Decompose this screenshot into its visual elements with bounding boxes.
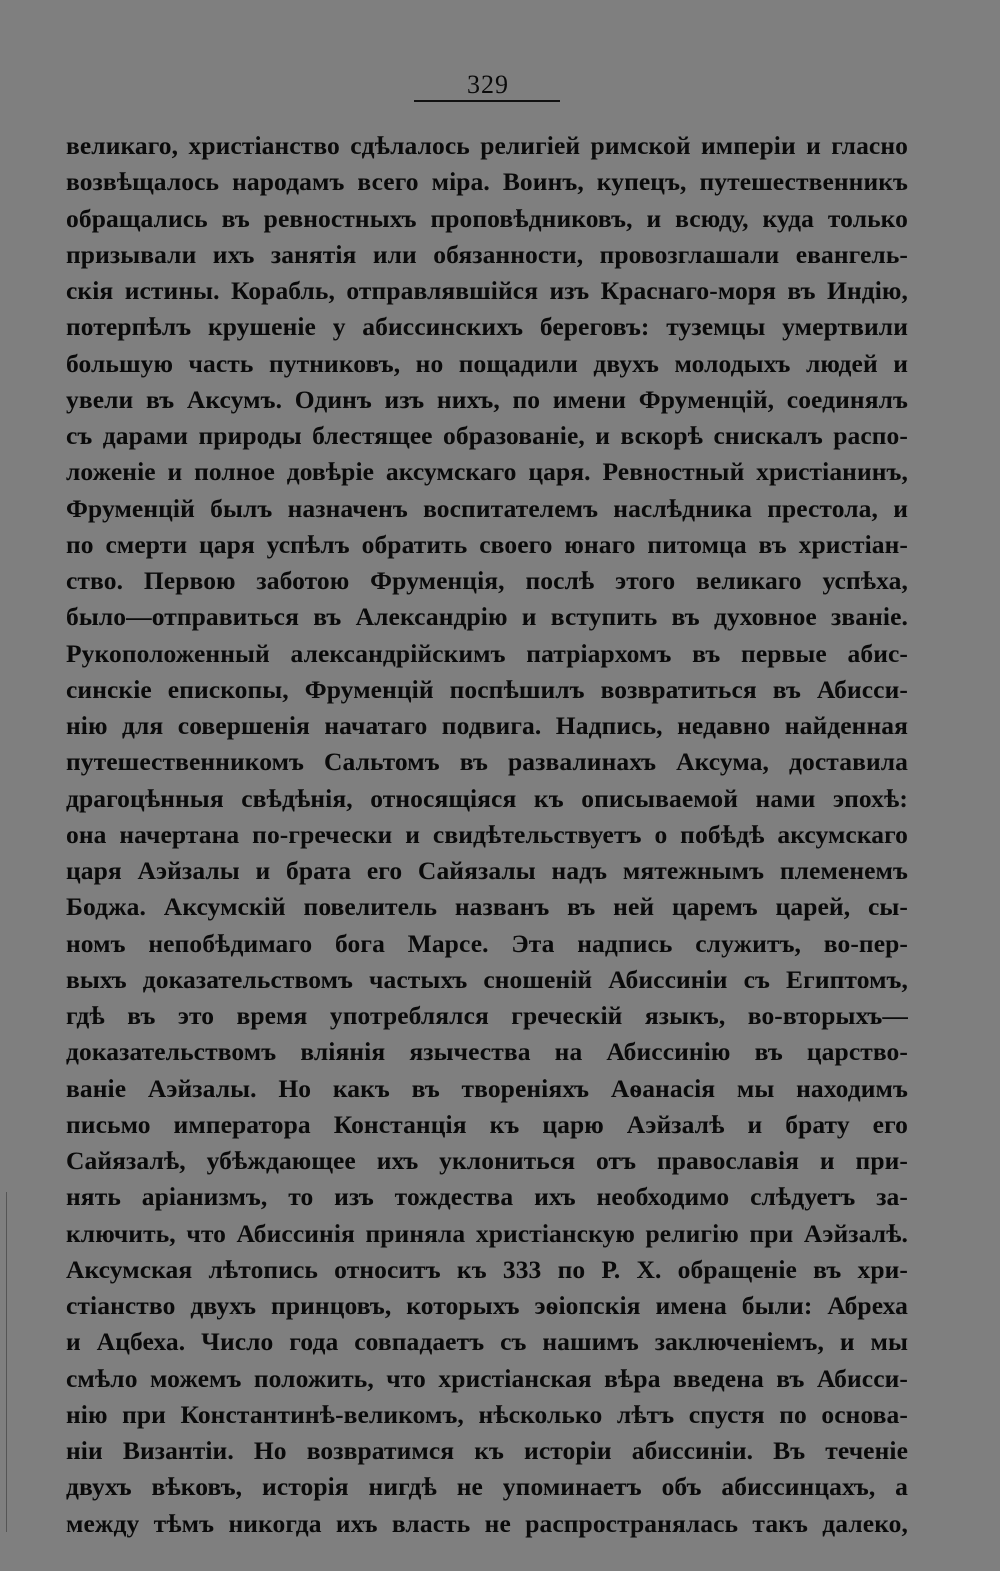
text-line: обращались въ ревностныхъ проповѣдниковъ, и всюду, куда только — [66, 203, 908, 233]
text-line: увели въ Аксумъ. Одинъ изъ нихъ, по имени Фруменцій, соединялъ — [66, 384, 908, 414]
page-number: 329 — [467, 70, 509, 99]
text-line: ніи Византіи. Но возвратимся къ исторіи абиссиніи. Въ теченіе — [66, 1436, 908, 1465]
text-line: письмо императора Констанція къ царю Аэйзалѣ и брату его — [66, 1109, 908, 1139]
text-line: Аксумская лѣтопись относитъ къ 333 по Р. Х. обращеніе въ хри- — [66, 1254, 908, 1284]
text-line: ложеніе и полное довѣріе аксумскаго царя. Ревностный христіанинъ, — [66, 457, 908, 487]
text-line: смѣло можемъ положить, что христіанская вѣра введена въ Абисси- — [66, 1363, 908, 1393]
text-line: и Ацбеха. Число года совпадаетъ съ нашимъ заключеніемъ, и мы — [66, 1327, 908, 1357]
margin-line — [6, 1192, 7, 1532]
text-line: ство. Первою заботою Фруменція, послѣ этого великаго успѣха, — [66, 566, 908, 595]
text-line: Фруменцій былъ назначенъ воспитателемъ наслѣдника престола, и — [66, 493, 908, 523]
text-line: стіанство двухъ принцовъ, которыхъ эѳіопскія имена были: Абреха — [66, 1291, 908, 1320]
text-line: царя Аэйзалы и брата его Сайязалы надъ мятежнымъ племенемъ — [66, 856, 908, 885]
text-line: нію при Константинѣ-великомъ, нѣсколько лѣтъ спустя по основа- — [66, 1399, 908, 1429]
text-line: потерпѣлъ крушеніе у абиссинскихъ береговъ: туземцы умертвили — [66, 312, 908, 342]
text-line: двухъ вѣковъ, исторія нигдѣ не упоминаетъ объ абиссинцахъ, а — [66, 1472, 908, 1502]
body-text — [66, 128, 908, 1542]
text-line: путешественникомъ Сальтомъ въ развалинахъ Аксума, доставила — [66, 747, 908, 777]
text-line: по смерти царя успѣлъ обратить своего юнаго питомца въ христіан- — [66, 529, 908, 559]
text-line: возвѣщалось народамъ всего міра. Воинъ, купецъ, путешественникъ — [66, 167, 908, 197]
text-line: призывали ихъ занятія или обязанности, провозглашали евангель- — [66, 239, 908, 269]
text-line: скія истины. Корабль, отправлявшійся изъ Краснаго-моря въ Индію, — [66, 276, 908, 305]
page-number-rule — [414, 100, 560, 102]
text-line: нію для совершенія начатаго подвига. Надпись, недавно найденная — [66, 711, 908, 740]
text-line: Боджа. Аксумскій повелитель названъ въ ней царемъ царей, сы- — [66, 892, 908, 922]
text-line: съ дарами природы блестящее образованіе, и вскорѣ снискалъ распо- — [66, 421, 908, 450]
text-line: доказательствомъ вліянія язычества на Абиссинію въ царство- — [66, 1037, 908, 1067]
text-line: великаго, христіанство сдѣлалось религіей римской имперіи и гласно — [66, 131, 908, 160]
text-line: она начертана по-гречески и свидѣтельствуетъ о побѣдѣ аксумскаго — [66, 819, 908, 849]
text-line: выхъ доказательствомъ частыхъ сношеній Абиссиніи съ Египтомъ, — [66, 964, 908, 994]
text-line: Сайязалѣ, убѣждающее ихъ уклониться отъ православія и при- — [66, 1146, 908, 1175]
text-line: ваніе Аэйзалы. Но какъ въ твореніяхъ Аѳанасія мы находимъ — [66, 1073, 908, 1103]
text-line: нять аріанизмъ, то изъ тождества ихъ необходимо слѣдуетъ за- — [66, 1182, 908, 1212]
text-line: ключить, что Абиссинія приняла христіанскую религію при Аэйзалѣ. — [66, 1218, 908, 1248]
text-line: номъ непобѣдимаго бога Марсе. Эта надпись служитъ, во-пер- — [66, 928, 908, 958]
text-line: синскіе епископы, Фруменцій поспѣшилъ возвратиться въ Абисси- — [66, 674, 908, 704]
text-line: Рукоположенный александрійскимъ патріархомъ въ первые абис- — [66, 638, 908, 668]
text-line: между тѣмъ никогда ихъ власть не распространялась такъ далеко, — [66, 1508, 908, 1538]
text-line: драгоцѣнныя свѣдѣнія, относящіяся къ описываемой нами эпохѣ: — [66, 783, 908, 813]
text-line: было—отправиться въ Александрію и вступить въ духовное званіе. — [66, 602, 908, 632]
text-line: гдѣ въ это время употреблялся греческій языкъ, во-вторыхъ— — [66, 1001, 908, 1030]
text-line: большую часть путниковъ, но пощадили двухъ молодыхъ людей и — [66, 348, 908, 378]
